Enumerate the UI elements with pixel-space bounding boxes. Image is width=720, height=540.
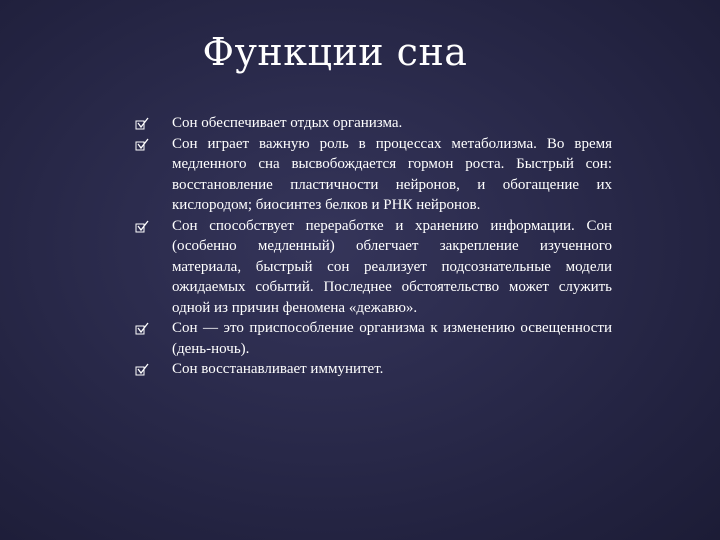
bullet-text: Сон восстанавливает иммунитет. [172, 361, 384, 377]
bullet-text: Сон обеспечивает отдых организма. [172, 115, 403, 131]
checkbox-icon [135, 117, 149, 130]
list-item [172, 318, 612, 359]
bullet-text: Сон играет важную роль в процессах метаболизма. Во время медленного сна высвобождается гормон роста. Быстрый сон: восстановление пластичности нейронов, и обогащение их кислородом; биосинтез белков и РНК нейронов. [172, 135, 612, 213]
list-item [172, 359, 612, 380]
list-item [172, 216, 612, 319]
checkbox-icon [135, 138, 149, 151]
bullet-text: Сон способствует переработке и хранению информации. Сон (особенно медленный) облегчает закрепление изученного материала, быстрый сон реализует подсознательные модели ожидаемых событий. Последнее обстоятельство может служить одной из причин феномена «дежавю». [172, 217, 612, 316]
bullet-text: Сон — это приспособление организма к изменению освещенности (день-ночь). [172, 320, 612, 357]
bullet-list [172, 113, 612, 380]
list-item [172, 113, 612, 134]
checkbox-icon [135, 220, 149, 233]
checkbox-icon [135, 322, 149, 335]
checkbox-icon [135, 363, 149, 376]
slide-title: Функции сна [202, 30, 468, 74]
list-item [172, 134, 612, 216]
